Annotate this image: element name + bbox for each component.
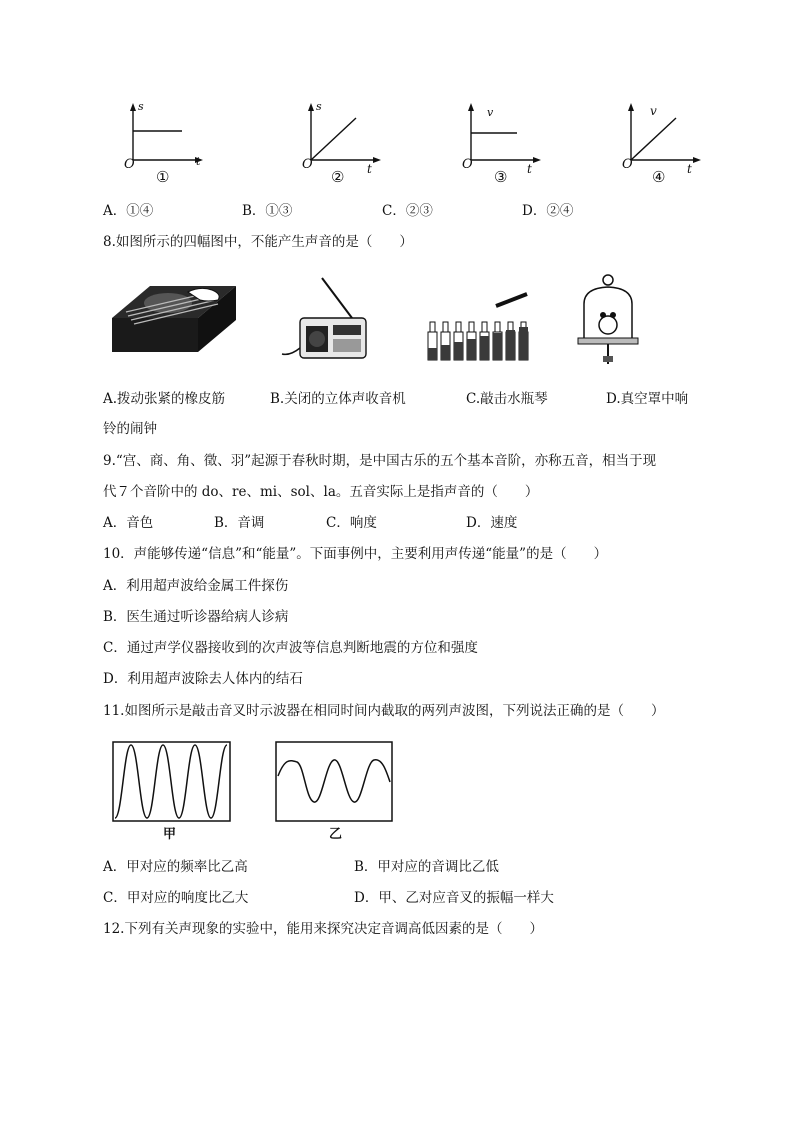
water-bottles-image	[428, 294, 528, 360]
q8-option-d-continued: 铃的闹钟	[103, 421, 157, 437]
q10-stem: 10．声能够传递“信息”和“能量”。下面事例中，主要利用声传递“能量”的是（ ）	[103, 546, 608, 562]
q8-option-b[interactable]: B.关闭的立体声收音机	[270, 391, 406, 407]
q11-waveforms	[0, 735, 794, 845]
q7-option-c[interactable]: C．②③	[382, 203, 433, 219]
graph4-origin: O	[622, 157, 633, 172]
graph4-number: ④	[652, 168, 666, 186]
q7-graphs	[0, 0, 794, 200]
q9-option-d[interactable]: D．速度	[466, 515, 518, 531]
q11-stem: 11.如图所示是敲击音叉时示波器在相同时间内截取的两列声波图，下列说法正确的是（ ）	[103, 703, 665, 719]
q11-option-c[interactable]: C．甲对应的响度比乙大	[103, 890, 249, 906]
graph1-origin: O	[124, 157, 135, 172]
q8-option-d[interactable]: D.真空罩中响	[606, 391, 689, 407]
graph3-y-label: v	[487, 106, 494, 119]
q10-option-b[interactable]: B．医生通过听诊器给病人诊病	[103, 609, 289, 625]
q10-option-d[interactable]: D．利用超声波除去人体内的结石	[103, 671, 303, 687]
q9-option-c[interactable]: C．响度	[326, 515, 377, 531]
graph2-y-label: s	[316, 100, 322, 113]
q11-option-b[interactable]: B．甲对应的音调比乙低	[354, 859, 499, 875]
graph3-origin: O	[462, 157, 473, 172]
bell-jar-image	[578, 275, 638, 364]
q9-option-b[interactable]: B．音调	[214, 515, 265, 531]
q10-option-a[interactable]: A．利用超声波给金属工件探伤	[103, 578, 289, 594]
q9-stem-line2: 代７个音阶中的 do、re、mi、sol、la。五音实际上是指声音的（ ）	[103, 484, 539, 500]
q8-option-a[interactable]: A.拨动张紧的橡皮筋	[103, 391, 226, 407]
rubber-band-box-image	[112, 286, 236, 352]
q9-stem-line1: 9.“宫、商、角、徵、羽”起源于春秋时期，是中国古乐的五个基本音阶，亦称五音，相当于现	[103, 453, 657, 469]
graph4-y-label: v	[650, 104, 657, 118]
graph4-line	[631, 118, 676, 160]
q10-option-c[interactable]: C．通过声学仪器接收到的次声波等信息判断地震的方位和强度	[103, 640, 478, 656]
graph2-number: ②	[331, 168, 345, 186]
q8-stem: 8.如图所示的四幅图中，不能产生声音的是（ ）	[103, 234, 413, 250]
label-jia: 甲	[163, 827, 177, 842]
graph1-x-label: t	[196, 155, 201, 168]
q7-option-b[interactable]: B．①③	[242, 203, 293, 219]
radio-image	[282, 278, 366, 358]
q8-illustrations	[0, 270, 794, 380]
q11-option-d[interactable]: D．甲、乙对应音叉的振幅一样大	[354, 890, 554, 906]
label-yi: 乙	[329, 827, 343, 842]
q7-option-a[interactable]: A．①④	[103, 203, 154, 219]
q12-stem: 12.下列有关声现象的实验中，能用来探究决定音调高低因素的是（ ）	[103, 921, 543, 937]
q11-option-a[interactable]: A．甲对应的频率比乙高	[103, 859, 248, 875]
graph4-x-label: t	[687, 162, 692, 176]
graph2-x-label: t	[367, 162, 372, 176]
graph1-y-label: s	[138, 100, 144, 113]
q8-option-c[interactable]: C.敲击水瓶琴	[466, 391, 548, 407]
graph1-number: ①	[156, 168, 170, 186]
q9-option-a[interactable]: A．音色	[103, 515, 154, 531]
graph3-x-label: t	[527, 162, 532, 176]
graph2-line	[311, 118, 356, 160]
q7-option-d[interactable]: D．②④	[522, 203, 574, 219]
graph2-origin: O	[302, 157, 313, 172]
graph3-number: ③	[494, 168, 508, 186]
waveform-yi-frame	[276, 742, 392, 821]
